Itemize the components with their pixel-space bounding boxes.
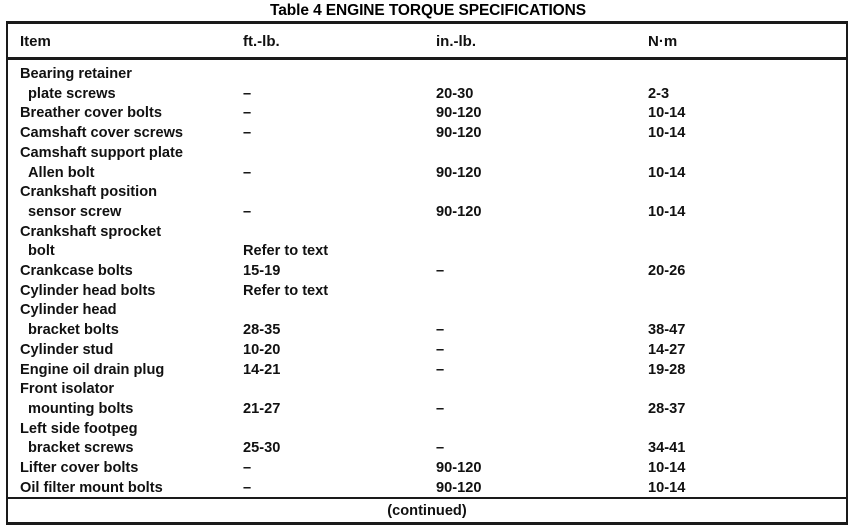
cell-in-lb: 20-30 xyxy=(436,85,474,102)
cell-item: Bearing retainer xyxy=(20,66,132,82)
table-row xyxy=(6,458,848,478)
table-row xyxy=(6,123,848,143)
cell-in-lb: 90-120 xyxy=(436,125,482,142)
table-row xyxy=(6,360,848,380)
cell-ft-lb: 10-20 xyxy=(243,341,281,358)
table-row xyxy=(6,300,848,320)
cell-in-lb: 90-120 xyxy=(436,105,482,122)
table-row xyxy=(6,379,848,399)
table-row xyxy=(6,478,848,498)
cell-item: Cylinder stud xyxy=(20,341,114,358)
cell-in-lb: – xyxy=(436,361,445,378)
column-header-ft-lb: ft.-lb. xyxy=(243,33,280,50)
table-row xyxy=(6,143,848,163)
cell-ft-lb: – xyxy=(243,125,252,142)
cell-nm: 10-14 xyxy=(648,479,686,496)
cell-item: Front isolator xyxy=(20,381,115,398)
continued-note: (continued) xyxy=(387,503,467,519)
cell-nm: 10-14 xyxy=(648,203,686,220)
cell-item: sensor screw xyxy=(28,203,122,220)
cell-in-lb: – xyxy=(436,322,445,339)
cell-ft-lb: 28-35 xyxy=(243,322,281,339)
cell-ft-lb: – xyxy=(243,85,252,102)
cell-item: Crankshaft sprocket xyxy=(20,223,162,240)
cell-nm: 10-14 xyxy=(648,164,686,181)
cell-item: Breather cover bolts xyxy=(20,105,162,122)
cell-in-lb: 90-120 xyxy=(436,203,482,220)
cell-item: bracket bolts xyxy=(28,322,119,339)
cell-nm: 2-3 xyxy=(648,85,670,102)
cell-ft-lb: Refer to text xyxy=(243,243,329,260)
cell-ft-lb: 15-19 xyxy=(243,263,281,279)
cell-in-lb: – xyxy=(436,400,445,417)
cell-item: plate screws xyxy=(28,85,116,102)
cell-ft-lb: 14-21 xyxy=(243,361,281,378)
cell-in-lb: 90-120 xyxy=(436,164,482,181)
table-row xyxy=(6,399,848,419)
cell-in-lb: – xyxy=(436,341,445,358)
cell-in-lb: 90-120 xyxy=(436,460,482,476)
cell-ft-lb: 25-30 xyxy=(243,440,281,457)
table-row xyxy=(6,222,848,242)
table-row xyxy=(6,84,848,104)
cell-item: bracket screws xyxy=(28,440,134,457)
cell-ft-lb: – xyxy=(243,203,252,220)
table-row xyxy=(6,320,848,340)
table-row xyxy=(6,182,848,202)
column-header-in-lb: in.-lb. xyxy=(436,33,476,50)
cell-nm: 14-27 xyxy=(648,341,686,358)
cell-in-lb: – xyxy=(436,440,445,457)
cell-item: Allen bolt xyxy=(28,164,95,181)
cell-item: Cylinder head bolts xyxy=(20,282,156,299)
page-title: Table 4 ENGINE TORQUE SPECIFICATIONS xyxy=(270,2,586,19)
table-row xyxy=(6,241,848,261)
table-row xyxy=(6,261,848,281)
cell-nm: 28-37 xyxy=(648,400,686,417)
cell-nm: 10-14 xyxy=(648,125,686,142)
cell-ft-lb: – xyxy=(243,164,252,181)
table-row xyxy=(6,163,848,183)
cell-item: Left side footpeg xyxy=(20,420,138,437)
cell-nm: 19-28 xyxy=(648,361,686,378)
table-row xyxy=(6,281,848,301)
cell-item: Cylinder head xyxy=(20,302,117,319)
cell-nm: 38-47 xyxy=(648,322,686,339)
cell-item: Lifter cover bolts xyxy=(20,460,139,476)
cell-item: Camshaft support plate xyxy=(20,144,183,161)
cell-nm: 10-14 xyxy=(648,105,686,122)
cell-nm: 20-26 xyxy=(648,263,686,279)
cell-item: Crankshaft position xyxy=(20,184,158,201)
table-row xyxy=(6,419,848,439)
table-header-row xyxy=(6,31,848,53)
cell-ft-lb: – xyxy=(243,105,252,122)
cell-nm: 34-41 xyxy=(648,440,686,457)
cell-ft-lb: – xyxy=(243,460,252,476)
cell-item: Crankcase bolts xyxy=(20,263,133,279)
cell-item: Oil filter mount bolts xyxy=(20,479,163,496)
column-header-item: Item xyxy=(20,33,51,50)
cell-ft-lb: 21-27 xyxy=(243,400,281,417)
column-header-nm: N·m xyxy=(648,33,678,50)
table-row xyxy=(6,103,848,123)
cell-in-lb: – xyxy=(436,263,445,279)
cell-item: mounting bolts xyxy=(28,400,134,417)
table-row xyxy=(6,438,848,458)
table-row xyxy=(6,202,848,222)
cell-nm: 10-14 xyxy=(648,460,686,476)
table-row xyxy=(6,340,848,360)
cell-item: Camshaft cover screws xyxy=(20,125,184,142)
cell-item: bolt xyxy=(28,243,55,260)
cell-ft-lb: – xyxy=(243,479,252,496)
table-row xyxy=(6,64,848,84)
cell-ft-lb: Refer to text xyxy=(243,282,329,299)
cell-item: Engine oil drain plug xyxy=(20,361,165,378)
cell-in-lb: 90-120 xyxy=(436,479,482,496)
